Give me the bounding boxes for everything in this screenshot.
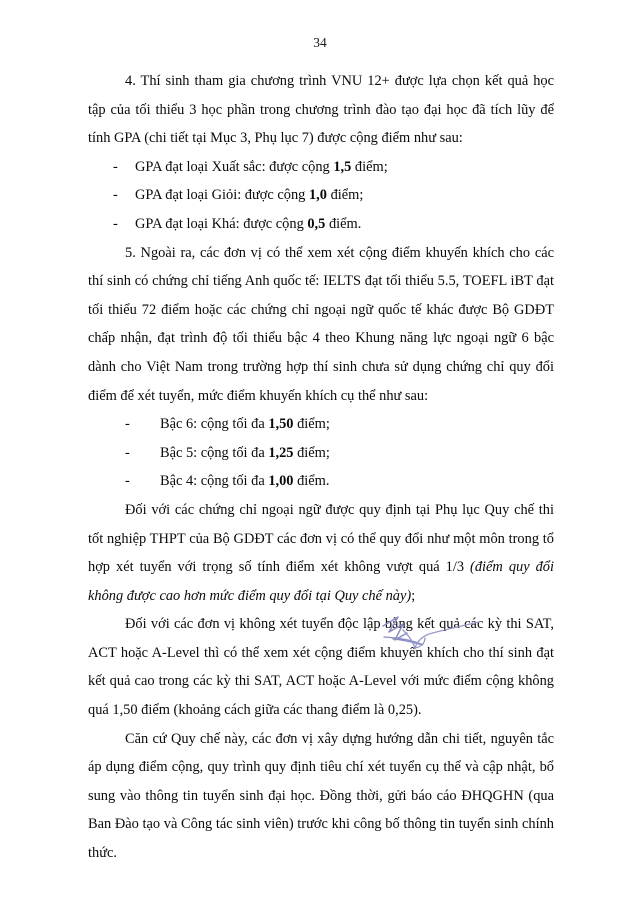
list-item-value: 1,5 [333, 158, 352, 175]
dash-bullet-icon: - [113, 187, 118, 204]
list-item-text-before: GPA đạt loại Khá: được cộng [135, 215, 308, 232]
paragraph-tail-text: ; [411, 587, 416, 604]
list-item-text-before: Bậc 4: cộng tối đa [160, 473, 269, 490]
list-item-value: 1,25 [268, 444, 294, 461]
paragraph-certificate-conversion [88, 496, 554, 610]
list-item-text-before: Bậc 5: cộng tối đa [160, 444, 269, 461]
list-item [88, 181, 554, 210]
list-item-value: 1,0 [308, 187, 327, 204]
paragraph-closing-instructions: Căn cứ Quy chế này, các đơn vị xây dựng hướng dẫn chi tiết, nguyên tắc áp dụng điểm cộng, quy trình quy định tiêu chí xét tuyển cụ thể và cập nhật, bổ sung vào thông tin tuyển sinh đại học. Đồng thời, gửi báo cáo ĐHQGHN (qua Ban Đào tạo và Công tác sinh viên) trước khi công bố thông tin tuyển sinh chính thức. [88, 730, 554, 862]
list-item-value: 1,00 [268, 473, 294, 490]
list-item-value: 1,50 [268, 416, 294, 433]
paragraph-item-4: 4. Thí sinh tham gia chương trình VNU 12+ được lựa chọn kết quả học tập của tối thiểu 3 học phần trong chương trình đào tạo đại học đã tích lũy để tính GPA (chi tiết tại Mục 3, Phụ lục 7) được cộng điểm như sau: [88, 73, 554, 147]
language-level-bonus-list [88, 410, 554, 496]
list-item [88, 439, 554, 468]
list-item-text-after: điểm; [326, 187, 364, 204]
list-item-text-after: điểm; [351, 158, 388, 175]
dash-bullet-icon: - [125, 473, 130, 490]
dash-bullet-icon: - [113, 215, 118, 232]
paragraph-item-5: 5. Ngoài ra, các đơn vị có thể xem xét cộng điểm khuyến khích cho các thí sinh có chứng chỉ tiếng Anh quốc tế: IELTS đạt tối thiểu 5.5, TOEFL iBT đạt tối thiểu 72 điểm hoặc các chứng chỉ ngoại ngữ quốc tế khác được Bộ GDĐT chấp nhận, đạt trình độ tối thiểu bậc 4 theo Khung năng lực ngoại ngữ 6 bậc dành cho Việt Nam trong trường hợp thí sinh chưa sử dụng chứng chỉ quy đổi điểm để xét tuyển, mức điểm khuyến khích cụ thể như sau: [88, 244, 554, 404]
list-item-text-after: điểm. [325, 215, 362, 232]
dash-bullet-icon: - [113, 158, 118, 175]
list-item-text-before: Bậc 6: cộng tối đa [160, 416, 269, 433]
list-item-text-after: điểm. [293, 473, 330, 490]
list-item-text-before: GPA đạt loại Xuất sắc: được cộng [135, 158, 334, 175]
list-item [88, 410, 554, 439]
list-item-text-after: điểm; [293, 416, 330, 433]
list-item-text-before: GPA đạt loại Giỏi: được cộng [135, 187, 309, 204]
paragraph-italic-note: (điểm quy đổi không được cao hơn mức điểm quy đổi tại Quy chế này) [88, 559, 554, 604]
page-number: 34 [313, 35, 327, 50]
dash-bullet-icon: - [125, 416, 130, 433]
list-item-text-after: điểm; [293, 444, 330, 461]
list-item-value: 0,5 [307, 215, 326, 232]
gpa-bonus-list [88, 153, 554, 239]
list-item [88, 210, 554, 239]
list-item [88, 467, 554, 496]
list-item [88, 153, 554, 182]
dash-bullet-icon: - [125, 444, 130, 461]
document-body [88, 67, 554, 868]
paragraph-sat-act-alevel: Đối với các đơn vị không xét tuyển độc lập bằng kết quả các kỳ thi SAT, ACT hoặc A-Level thì có thể xem xét cộng điểm khuyến khích cho thí sinh đạt kết quả cao trong các kỳ thi SAT, ACT hoặc A-Level với mức điểm cộng không quá 1,50 điểm (khoảng cách giữa các thang điểm là 0,25). [88, 616, 554, 719]
paragraph-lead-text: Đối với các chứng chỉ ngoại ngữ được quy định tại Phụ lục Quy chế thi tốt nghiệp THPT của Bộ GDĐT các đơn vị có thể quy đổi như một môn trong tổ hợp xét tuyển với trọng số tính điểm xét không vượt quá 1/3 [88, 501, 554, 576]
